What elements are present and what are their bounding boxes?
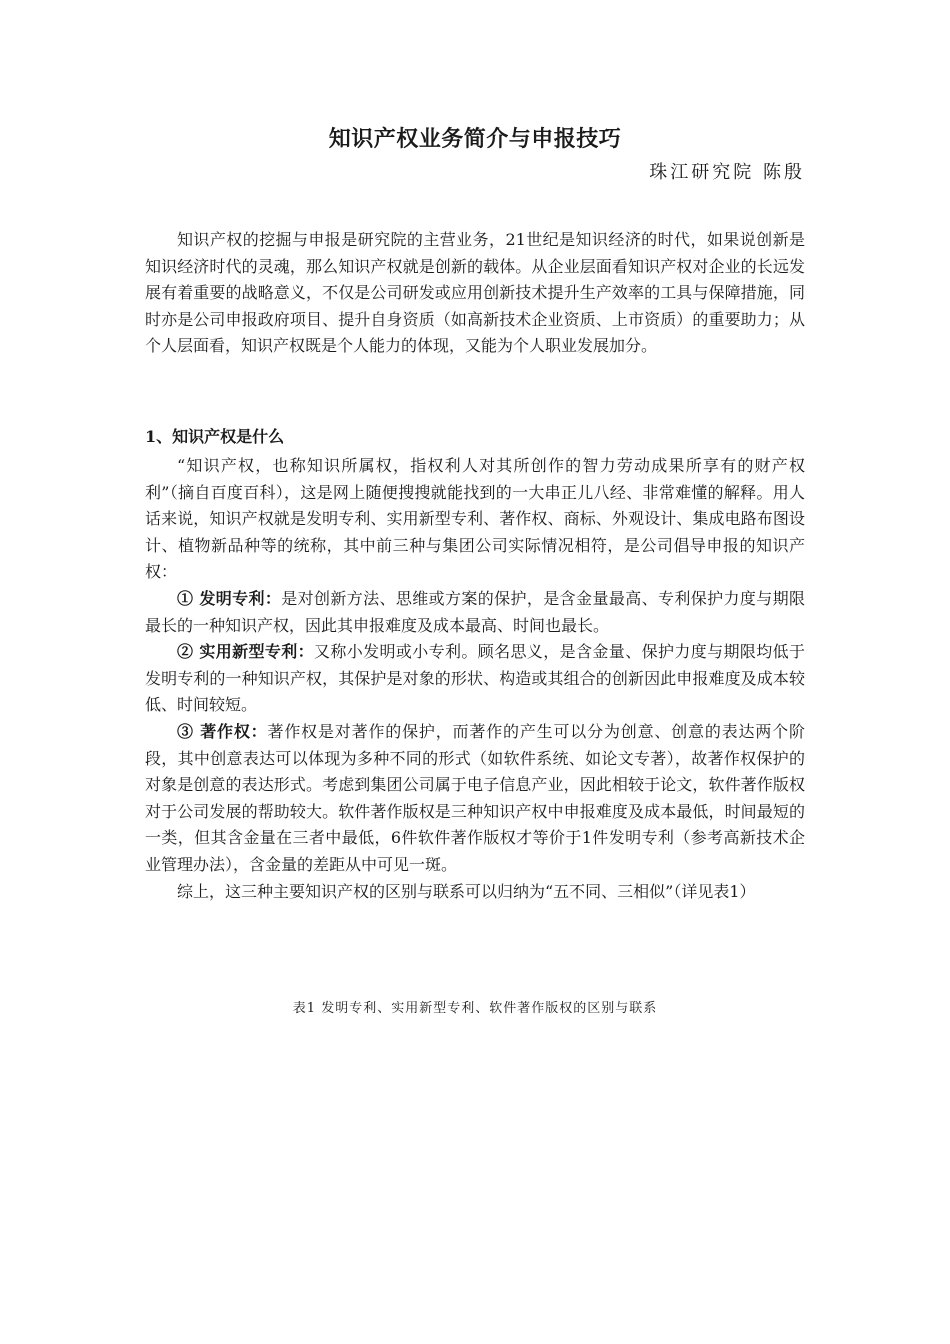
summary-paragraph: 综上，这三种主要知识产权的区别与联系可以归纳为“五不同、三相似”（详见表1）	[177, 881, 756, 901]
utility-model-text: 又称小发明或小专利。顾名思义，是含金量、保护力度与期限均低于发明专利的一种知识产权，其保护是对象的形状、构造或其组合的创新因此申报难度及成本较低、时间较短。	[145, 642, 805, 715]
invention-patent-paragraph	[145, 586, 805, 639]
section-body	[145, 453, 805, 905]
invention-patent-text: 是对创新方法、思维或方案的保护，是含金量最高、专利保护力度与期限最长的一种知识产权，因此其申报难度及成本最高、时间也最长。	[145, 588, 805, 635]
utility-model-term: ② 实用新型专利：	[177, 642, 314, 662]
table-caption: 表1 发明专利、实用新型专利、软件著作版权的区别与联系	[292, 1001, 658, 1016]
utility-model-paragraph	[145, 639, 805, 719]
copyright-term: ③ 著作权：	[177, 721, 268, 741]
section-heading: 1、知识产权是什么	[145, 427, 285, 446]
document-author: 珠江研究院 陈殷	[649, 162, 805, 183]
copyright-paragraph	[145, 719, 805, 879]
definition-paragraph: “知识产权，也称知识所属权，指权利人对其所创作的智力劳动成果所享有的财产权利”（摘自百度百科），这是网上随便搜搜就能找到的一大串正儿八经、非常难懂的解释。用人话来说，知识产权就是发明专利、实用新型专利、著作权、商标、外观设计、集成电路布图设计、植物新品种等的统称，其中前三种与集团公司实际情况相符，是公司倡导申报的知识产权：	[145, 456, 805, 582]
intro-paragraph-block	[145, 227, 805, 360]
copyright-text: 著作权是对著作的保护，而著作的产生可以分为创意、创意的表达两个阶段，其中创意表达可以体现为多种不同的形式（如软件系统、如论文专著），故著作权保护的对象是创意的表达形式。考虑到集团公司属于电子信息产业，因此相较于论文，软件著作版权对于公司发展的帮助较大。软件著作版权是三种知识产权中申报难度及成本最低，时间最短的一类，但其含金量在三者中最低，6件软件著作版权才等价于1件发明专利（参考高新技术企业管理办法），含金量的差距从中可见一斑。	[145, 721, 805, 874]
document-title: 知识产权业务简介与申报技巧	[328, 126, 622, 152]
intro-paragraph: 知识产权的挖掘与申报是研究院的主营业务，21世纪是知识经济的时代，如果说创新是知识经济时代的灵魂，那么知识产权就是创新的载体。从企业层面看知识产权对企业的长远发展有着重要的战略意义，不仅是公司研发或应用创新技术提升生产效率的工具与保障措施，同时亦是公司申报政府项目、提升自身资质（如高新技术企业资质、上市资质）的重要助力；从个人层面看，知识产权既是个人能力的体现，又能为个人职业发展加分。	[145, 230, 805, 356]
invention-patent-term: ① 发明专利：	[177, 588, 282, 608]
